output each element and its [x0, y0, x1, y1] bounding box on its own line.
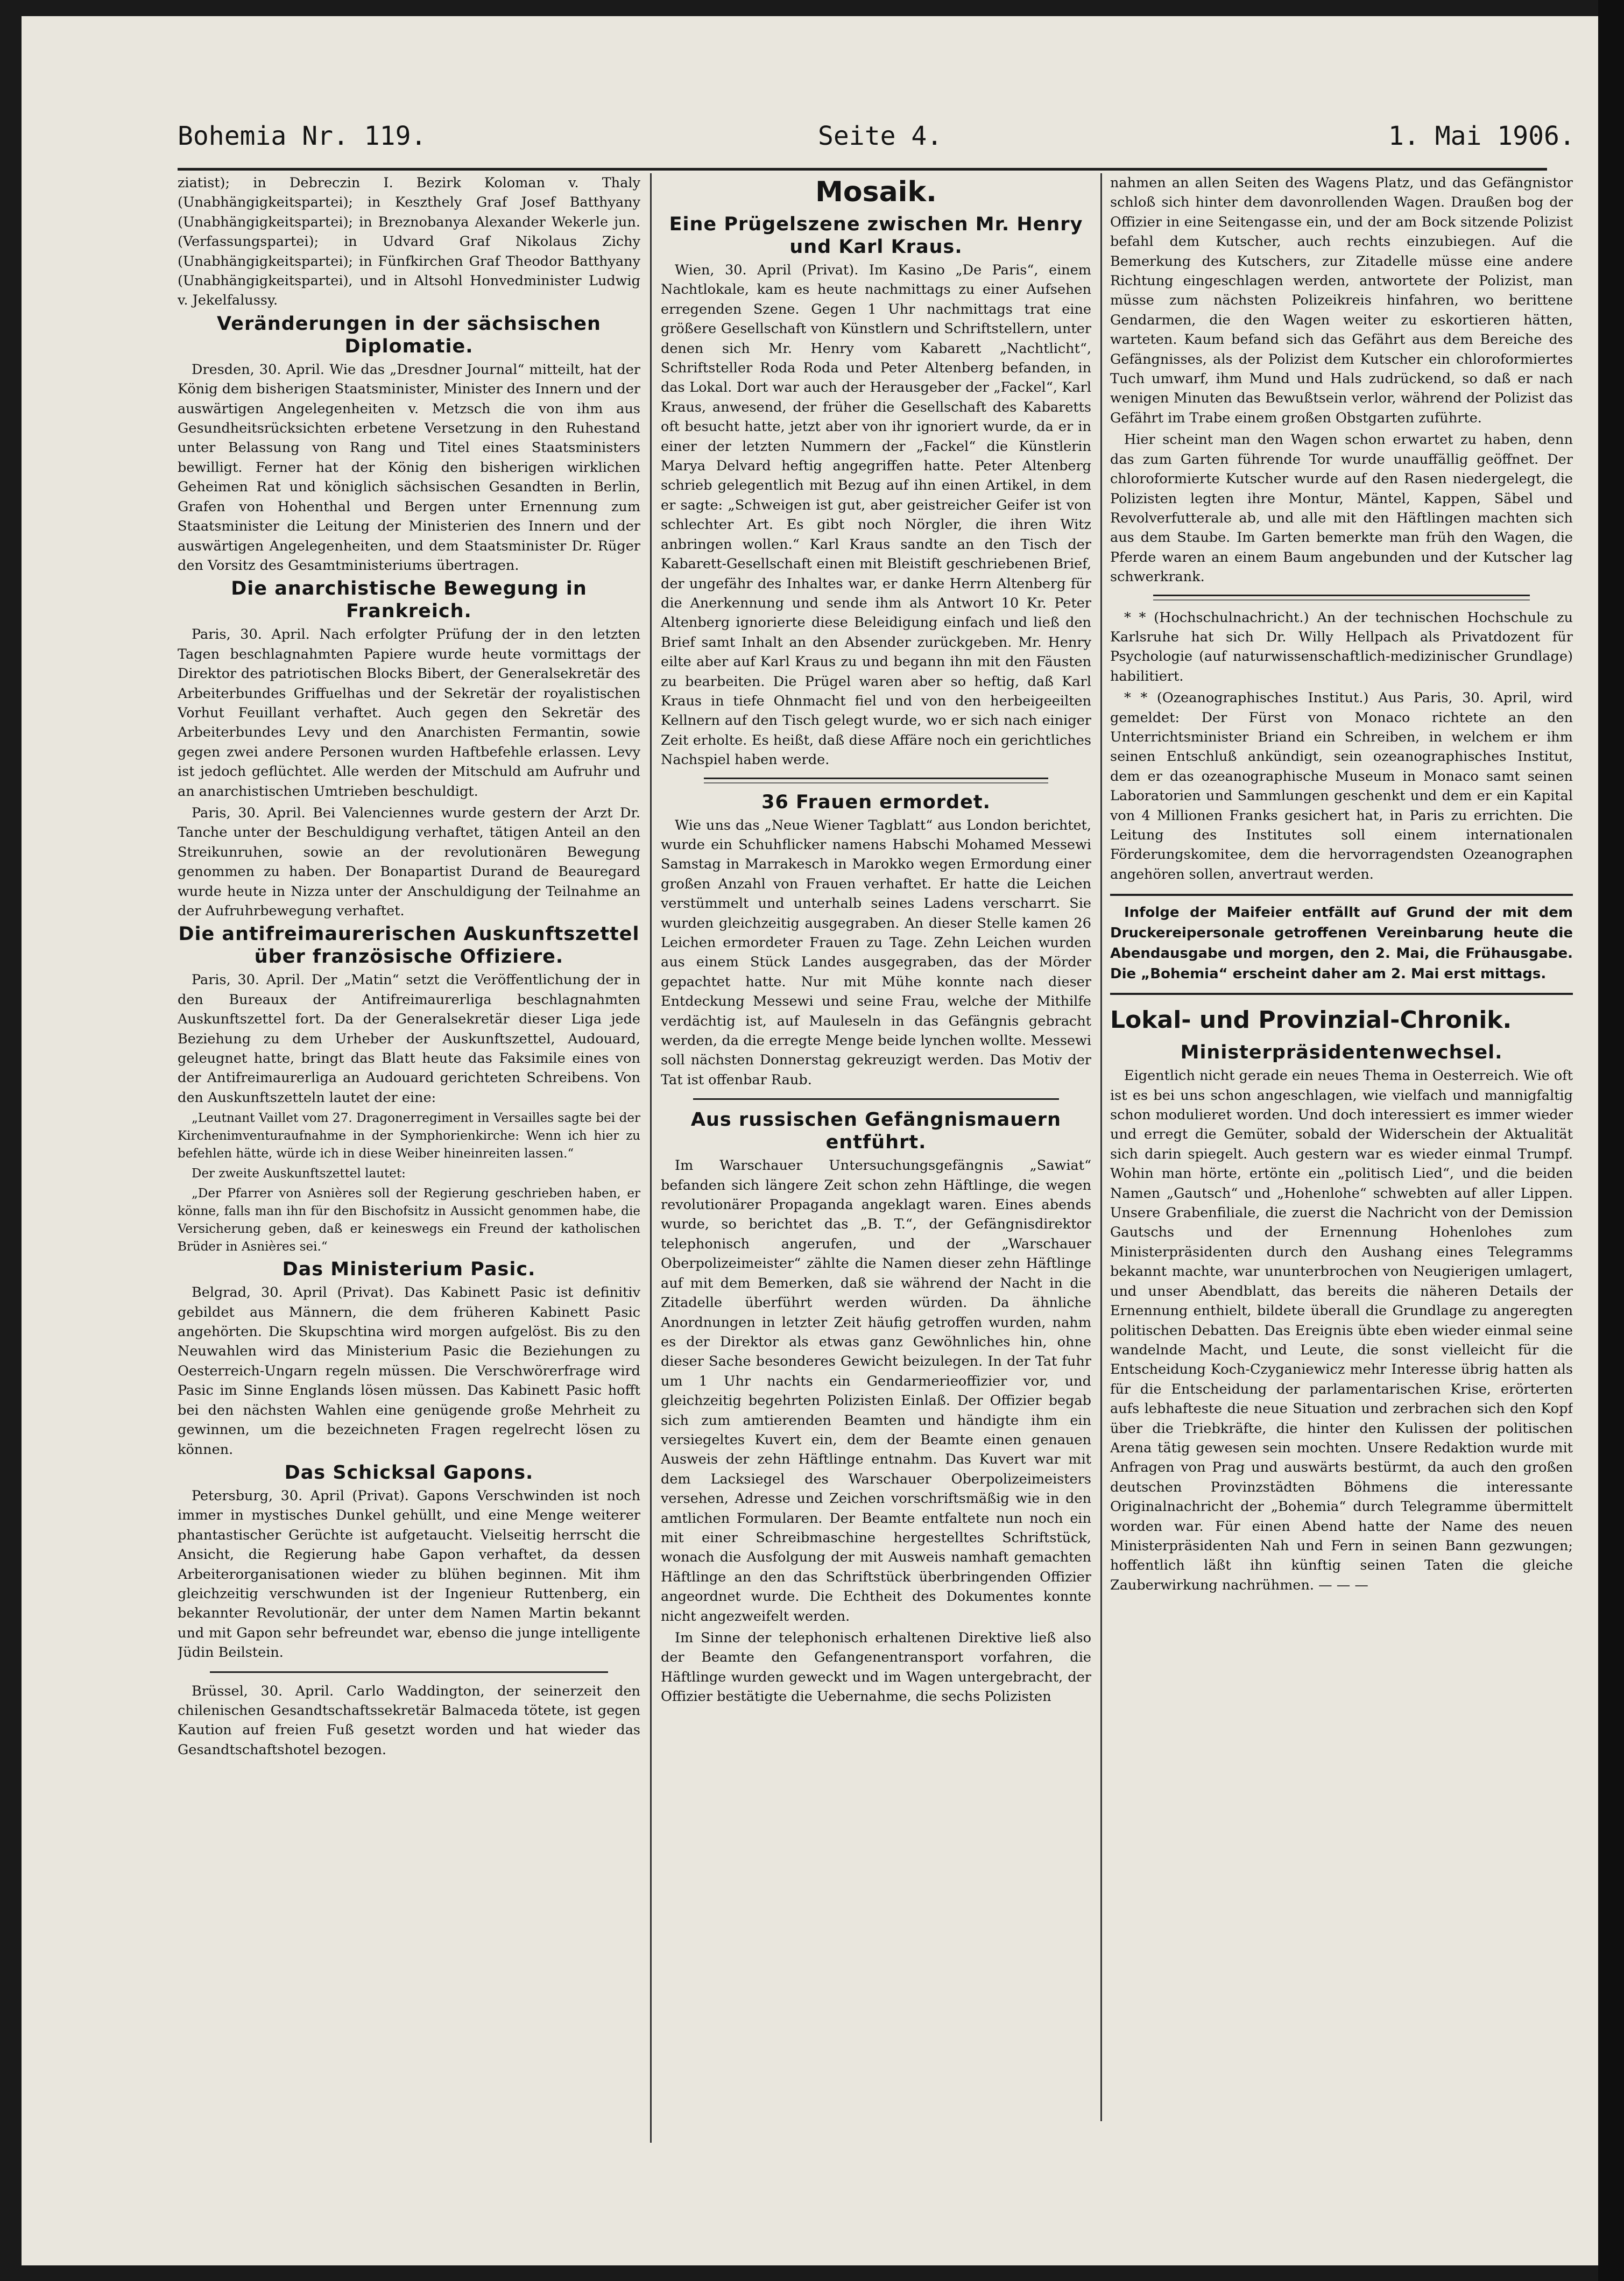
notice-box	[1110, 894, 1573, 995]
quote-text: „Der Pfarrer von Asnières soll der Regierung geschrieben haben, er könne, falls man ihn für den Bischofsitz in Aussicht genommen habe, die Versicherung geben, daß er keineswegs ein Freund der katholischen Brüder in Asnières sei.“	[178, 1187, 640, 1254]
article-text: Belgrad, 30. April (Privat). Das Kabinett Pasic ist definitiv gebildet aus Männern, die dem früheren Kabinett Pasic angehörten. Die Skupschtina wird morgen aufgelöst. Bis zu den Neuwahlen wird das Ministerium Pasic die Beziehungen zu Oesterreich-Ungarn regeln müssen. Die Verschwörerfrage wird Pasic im Sinne Englands lösen müssen. Das Kabinett Pasic hofft bei den nächsten Wahlen eine genügende große Mehrheit zu gewinnen, um die bezeichneten Fragen regelrecht lösen zu können.	[178, 1284, 640, 1458]
separator	[704, 778, 1048, 783]
article-heading: Veränderungen in der sächsischen Diplomatie.	[217, 313, 601, 357]
article-text: Paris, 30. April. Der „Matin“ setzt die Veröffentlichung der in den Bureaux der Antifreimaurerliga beschlagnahmten Auskunftszettel fort. Da der Generalsekretär dieser Liga jede Beziehung zu dem Urheber der Auskunftszettel, Audouard, geleugnet hatte, bringt das Blatt heute das Faksimile eines von der Antifreimaurerliga an Audouard gerichteten Schreibens. Von den Auskunftszetteln lautet der eine:	[178, 972, 640, 1106]
quote-text: Der zweite Auskunftszettel lautet:	[192, 1167, 406, 1181]
article-text: Wien, 30. April (Privat). Im Kasino „De Paris“, einem Nachtlokale, kam es heute nachmittags zu einer Aufsehen erregenden Szene. Gegen 1 Uhr nachmittags trat eine größere Gesellschaft von Künstlern und Schriftstellern, unter denen sich Mr. Henry vom Kabarett „Nachtlicht“, Schriftsteller Roda Roda und Peter Altenberg befanden, in das Lokal. Dort war auch der Herausgeber der „Fackel“, Karl Kraus, anwesend, der früher die Gesellschaft des Kabaretts oft besucht hatte, jetzt aber von ihr ignoriert wurde, da er in einer der letzten Nummern der „Fackel“ die Künstlerin Marya Delvard heftig angegriffen hatte. Peter Altenberg schrieb gelegentlich mit Bezug auf ihn einen Artikel, in dem er sagte: „Schweigen ist gut, aber geistreicher Geifer ist von schlechter Art. Es gibt noch Nörgler, die ihren Witz anbringen wollen.“ Karl Kraus sandte an den Tisch der Kabarett-Gesellschaft einen mit Bleistift geschriebenen Brief, der ungefähr des Inhaltes war, er danke Herrn Altenberg für die Anerkennung und sende ihm als Antwort 10 Kr. Peter Altenberg ignorierte diese Beleidigung einfach und ließ den Brief samt Inhalt an den Absender zurückgeben. Mr. Henry eilte aber auf Karl Kraus zu und begann ihn mit den Fäusten zu bearbeiten. Die Prügel waren aber so heftig, daß Karl Kraus in tiefe Ohnmacht fiel und von den herbeigeeilten Kellnern auf den Tisch gelegt wurde, wo er sich nach einiger Zeit erholte. Es heißt, daß diese Affäre noch ein gerichtliches Nachspiel haben werde.	[661, 262, 1091, 768]
column-divider	[1100, 173, 1102, 2121]
article-text: ziatist); in Debreczin I. Bezirk Koloman v. Thaly (Unabhängigkeitspartei); in Keszthely Graf Josef Batthyany (Unabhängigkeitspartei); in Breznobanya Alexander Wekerle jun. (Verfassungspartei); in Udvard Graf Nikolaus Zichy (Unabhängigkeitspartei); in Fünfkirchen Graf Theodor Batthyany (Unabhängigkeitspartei), und in Altsohl Honvedminister Ludwig v. Jekelfalussy.	[178, 175, 640, 309]
article-heading: Das Schicksal Gapons.	[284, 1461, 534, 1484]
separator	[210, 1671, 608, 1673]
paper-name: Bohemia Nr. 119.	[178, 121, 427, 151]
article-heading: Das Ministerium Pasic.	[282, 1259, 536, 1281]
separator	[1153, 595, 1530, 601]
article-text: Petersburg, 30. April (Privat). Gapons Verschwinden ist noch immer in mystisches Dunkel gehüllt, und eine Menge weiterer phantastischer Gerüchte ist aufgetaucht. Vielseitig herrscht die Ansicht, die Regierung habe Gapon verhaftet, da dessen Arbeiterorganisationen wieder zu blühen beginnen. Mit ihm gleichzeitig verschwunden ist der Ingenieur Ruttenberg, ein bekannter Revolutionär, der unter dem Namen Martin bekannt und mit Gapon sehr befreundet war, ebenso die junge intelligente Jüdin Beilstein.	[178, 1487, 640, 1661]
article-heading: Ministerpräsidentenwechsel.	[1180, 1042, 1503, 1064]
issue-date: 1. Mai 1906.	[1388, 121, 1575, 151]
article-heading: Die anarchistische Bewegung in Frankreich.	[231, 578, 587, 623]
article-text: Paris, 30. April. Nach erfolgter Prüfung der in den letzten Tagen beschlagnahmten Papiere wurde heute vormittags der Direktor des patriotischen Blocks Bibert, der Generalsekretär des Arbeiterbundes Griffuelhas und der Sekretär der royalistischen Vorhut Feuillant verhaftet. Auch gegen den Sekretär des Arbeiterbundes Levy und den Anarchisten Fermantin, sowie gegen zwei andere Personen wurden Haftbefehle erlassen. Levy ist jedoch geflüchtet. Alle werden der Mitschuld am Aufruhr und an anarchistischen Umtrieben beschuldigt.	[178, 626, 640, 800]
column-1	[178, 173, 640, 2148]
article-text: Hier scheint man den Wagen schon erwartet zu haben, denn das zum Garten führende Tor wurde unauffällig geöffnet. Der chloroformierte Kutscher wurde auf den Rasen niedergelegt, die Polizisten legten ihre Montur, Mäntel, Kappen, Säbel und Revolverfutterale ab, und alle mit den Häftlingen machten sich aus dem Staube. Im Garten bemerkte man früh den Wagen, die Pferde waren an einem Baum angebunden und der Kutscher lag schwerkrank.	[1110, 432, 1573, 585]
quote-text: „Leutnant Vaillet vom 27. Dragonerregiment in Versailles sagte bei der Kirchenimventuraufnahme in der Symphorienkirche: Wenn ich hier zu befehlen hätte, würde ich in diese Weiber hineinreiten lassen.“	[178, 1111, 640, 1161]
scan-edge	[1598, 0, 1624, 2281]
article-text: nahmen an allen Seiten des Wagens Platz, und das Gefängnistor schloß sich hinter dem davonrollenden Wagen. Draußen bog der Offizier in eine Seitengasse ein, und der am Bock sitzende Polizist befahl dem Kutscher, auch rechts einzubiegen. Auf die Bemerkung des Kutschers, zur Zitadelle müsse eine andere Richtung eingeschlagen werden, antwortete der Polizist, man müsse zum nächsten Polizeikreis hinfahren, wo berittene Gendarmen, die den Wagen weiter zu eskortieren hätten, warteten. Kaum befand sich das Gefährt aus dem Bereiche des Gefängnisses, als der Polizist dem Kutscher ein chloroformiertes Tuch umwarf, ihm Mund und Hals zudrückend, so daß er nach wenigen Minuten das Bewußtsein verlor, während der Polizist das Gefährt im Trabe einem großen Obstgarten zuführte.	[1110, 175, 1573, 426]
article-text: Im Warschauer Untersuchungsgefängnis „Sawiat“ befanden sich längere Zeit schon zehn Häftlinge, die wegen revolutionärer Propaganda angeklagt waren. Eines abends wurde, so berichtet das „B. T.“, der Gefängnisdirektor telephonisch angerufen, und der „Warschauer Oberpolizeimeister“ zählte die Namen dieser zehn Häftlinge auf mit dem Bemerken, daß sie während der Nacht in die Zitadelle überführt werden würden. Da ähnliche Anordnungen in letzter Zeit häufig getroffen wurden, nahm es der Direktor als etwas ganz Gewöhnliches hin, ohne dieser Sache besonderes Gewicht beizulegen. In der Tat fuhr um 1 Uhr nachts ein Gendarmerieoffizier vor, und gleichzeitig begehrten Polizisten Einlaß. Der Offizier begab sich zum amtierenden Beamten und händigte ihm ein versiegeltes Kuvert ein, dem der Beamte einen genauen Ausweis der zehn Häftlinge entnahm. Das Kuvert war mit dem Lacksiegel des Warschauer Oberpolizeimeisters versehen, Adresse und Zeichen vorschriftsmäßig wie in den amtlichen Formularen. Der Beamte entfaltete nun noch ein mit einer Schreibmaschine hergestelltes Schriftstück, wonach die Ausfolgung der mit Ausweis namhaft gemachten Häftlinge an den das Schriftstück überbringenden Offizier angeordnet wurde. Die Echtheit des Dokumentes konnte nicht angezweifelt werden.	[661, 1157, 1091, 1625]
page-header	[178, 121, 1575, 164]
column-divider	[650, 173, 652, 2143]
page-number: Seite 4.	[818, 121, 943, 151]
notice-text: Infolge der Maifeier entfällt auf Grund der mit dem Druckereipersonale getroffenen Vereinbarung heute die Abendausgabe und morgen, den 2. Mai, die Frühausgabe. Die „Bohemia“ erscheint daher am 2. Mai erst mittags.	[1110, 905, 1573, 983]
article-text: Wie uns das „Neue Wiener Tagblatt“ aus London berichtet, wurde ein Schuhflicker namens Habschi Mohamed Messewi Samstag in Marrakesch in Marokko wegen Ermordung einer großen Anzahl von Frauen verhaftet. Er hatte die Leichen verstümmelt und unterhalb seines Ladens verscharrt. Sie wurden gleichzeitig ausgegraben. An dieser Stelle kamen 26 Leichen ermordeter Frauen zu Tage. Zehn Leichen wurden aus einem Stück Landes ausgegraben, das der Mörder gepachtet hatte. Nur mit Mühe konnte nach dieser Entdeckung Messewi und seine Frau, welche der Mithilfe verdächtig ist, auf Mauleseln in das Gefängnis gebracht werden, da die erregte Menge beide lynchen wollte. Messewi soll nächsten Donnerstag gekreuzigt werden. Das Motiv der Tat ist offenbar Raub.	[661, 817, 1091, 1088]
article-heading: 36 Frauen ermordet.	[761, 791, 991, 813]
section-title: Lokal- und Provinzial-Chronik.	[1110, 1006, 1512, 1034]
article-text: Brüssel, 30. April. Carlo Waddington, der seinerzeit den chilenischen Gesandtschaftssekretär Balmaceda tötete, ist gegen Kaution auf freien Fuß gesetzt worden und hat wieder das Gesandtschaftshotel bezogen.	[178, 1683, 640, 1758]
article-heading: Die antifreimaurerischen Auskunftszettel über französische Offiziere.	[178, 923, 640, 968]
header-rule	[178, 168, 1547, 171]
column-3	[1110, 173, 1573, 2121]
article-text: Paris, 30. April. Bei Valenciennes wurde gestern der Arzt Dr. Tanche unter der Beschuldigung verhaftet, tätigen Anteil an den Streikunruhen, sowie an der revolutionären Bewegung genommen zu haben. Der Bonapartist Durand de Beauregard wurde heute in Nizza unter der Anschuldigung der Teilnahme an der Aufruhrbewegung verhaftet.	[178, 804, 640, 919]
separator	[693, 1098, 1059, 1100]
article-text: Im Sinne der telephonisch erhaltenen Direktive ließ also der Beamte den Gefangenentransport vorfahren, die Häftlinge wurden geweckt und im Wagen untergebracht, der Offizier bestätigte die Uebernahme, die sechs Polizisten	[661, 1630, 1091, 1705]
article-heading: Aus russischen Gefängnismauern entführt.	[690, 1109, 1062, 1154]
article-text: Dresden, 30. April. Wie das „Dresdner Journal“ mitteilt, hat der König dem bisherigen Staatsminister, Minister des Innern und der auswärtigen Angelegenheiten v. Metzsch die von ihm aus Gesundheitsrücksichten erbetene Versetzung in den Ruhestand unter Belassung von Rang und Titel eines Staatsministers bewilligt. Ferner hat der König den bisherigen wirklichen Geheimen Rat und königlich sächsischen Gesandten in Berlin, Grafen von Hohenthal und Bergen unter Ernennung zum Staatsminister die Leitung der Ministerien des Innern und der auswärtigen Angelegenheiten, und dem Staatsminister Dr. Rüger den Vorsitz des Gesamtministeriums übertragen.	[178, 361, 640, 574]
section-title: Mosaik.	[815, 176, 937, 208]
column-2	[661, 173, 1091, 2143]
article-text: * * (Ozeanographisches Institut.) Aus Paris, 30. April, wird gemeldet: Der Fürst von Monaco richtete an den Unterrichtsminister Briand ein Schreiben, in welchem er ihm seinen Entschluß ankündigt, sein ozeanographisches Institut, dem er das ozeanographische Museum in Monaco samt seinen Laboratorien und Sammlungen geschenkt und dem er ein Kapital von 4 Millionen Franks gesichert hat, in Paris zu errichten. Die Leitung des Institutes soll einem internationalen Förderungskomitee, dem die hervorragendsten Ozeanographen angehören sollen, anvertraut werden.	[1110, 690, 1573, 882]
article-heading: Eine Prügelszene zwischen Mr. Henry und Karl Kraus.	[669, 214, 1083, 258]
article-text: * * (Hochschulnachricht.) An der technischen Hochschule zu Karlsruhe hat sich Dr. Willy Hellpach als Privatdozent für Psychologie (auf naturwissenschaftlich-medizinischer Grundlage) habilitiert.	[1110, 609, 1573, 684]
article-text: Eigentlich nicht gerade ein neues Thema in Oesterreich. Wie oft ist es bei uns schon angeschlagen, wie vielfach und mannigfaltig schon modulieret worden. Und doch interessiert es immer wieder und erregt die Gemüter, sobald der Widerschein der Aktualität sich darin spiegelt. Auch gestern war es wieder einmal Trumpf. Wohin man hörte, ertönte ein „politisch Lied“, und die beiden Namen „Gautsch“ und „Hohenlohe“ schwebten auf aller Lippen. Unsere Grabenfiliale, die zuerst die Nachricht von der Demission Gautschs und der Ernennung Hohenlohes zum Ministerpräsidenten durch den Aushang eines Telegramms bekannt machte, war ununterbrochen von Neugierigen umlagert, und unser Abendblatt, das bereits die näheren Details der Ernennung enthielt, bildete überall die Grundlage zu angeregten politischen Debatten. Das Ereignis übte eben wieder einmal seine wandelnde Macht, und Leute, die sonst vielleicht für die Entscheidung Koch-Czyganiewicz mehr Interesse übrig hatten als für die Entscheidung der parlamentarischen Krise, erörterten aufs lebhafteste die neue Situation und zerbrachen sich den Kopf über die Triebkräfte, die hinter den Kulissen der politischen Arena tätig gewesen sein mochten. Unsere Redaktion wurde mit Anfragen von Prag und auswärts bestürmt, da auch den großen deutschen Provinzstädten Böhmens die interessante Originalnachricht der „Bohemia“ durch Telegramme übermittelt worden war. Für einen Abend hatte der Name des neuen Ministerpräsidenten Nah und Fern in seinen Bann gezwungen; hoffentlich läßt ihn künftig seinen Taten die gleiche Zauberwirkung nachrühmen. — — —	[1110, 1068, 1573, 1593]
